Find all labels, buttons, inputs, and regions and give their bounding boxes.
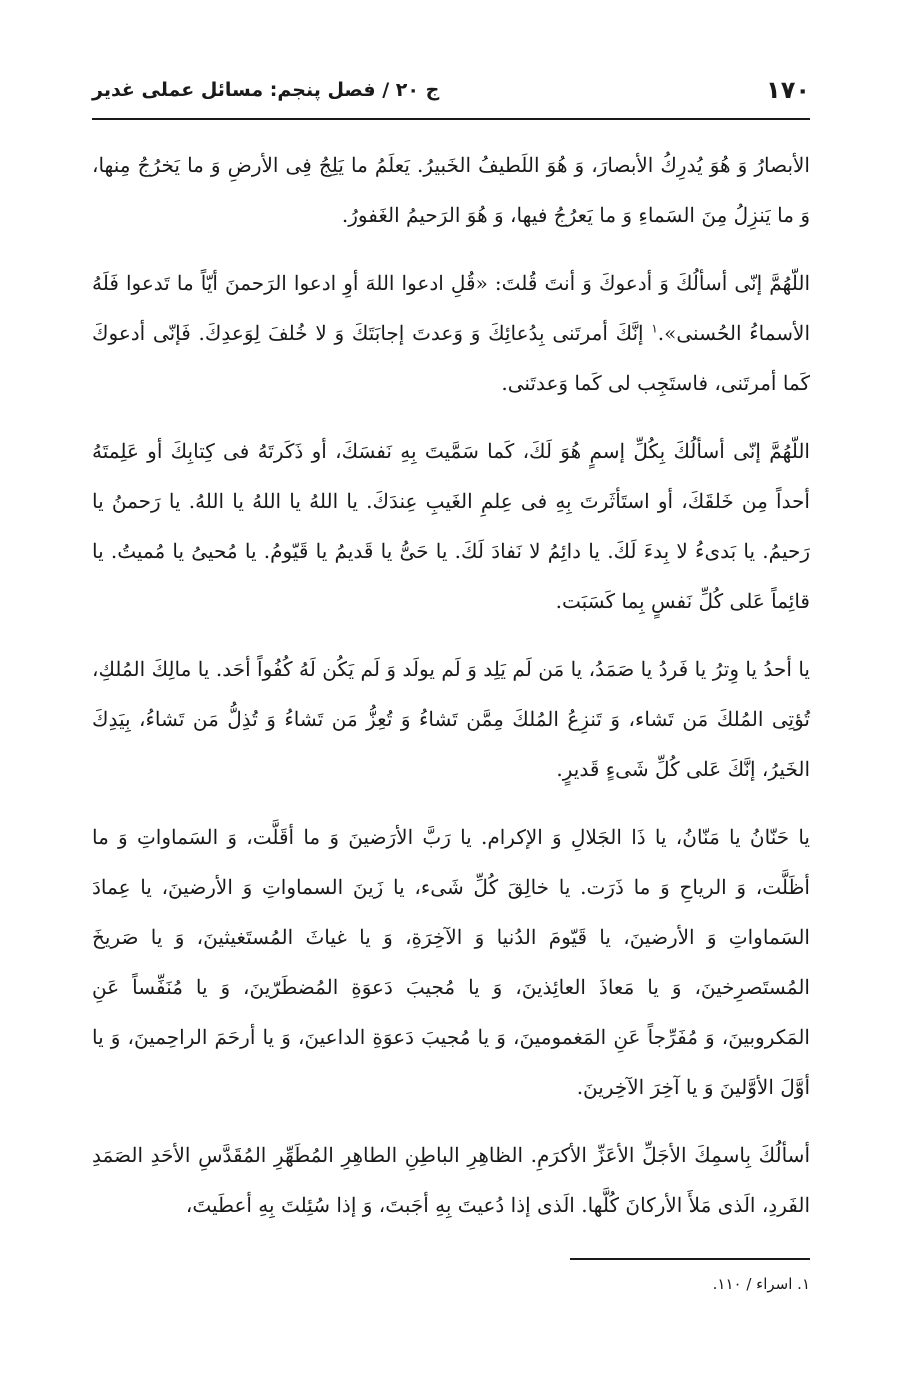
header-divider (92, 118, 810, 120)
paragraph-2 (92, 258, 810, 408)
paragraph-1: الأبصارُ وَ هُوَ يُدرِكُ الأبصارَ، وَ هُوَ اللَطيفُ الخَبيرُ. يَعلَمُ ما يَلِجُ فِى الأرضِ وَ ما يَخرُجُ مِنها، وَ ما يَنزِلُ مِنَ السَماءِ وَ ما يَعرُجُ فيها، وَ هُوَ الرَحيمُ الغَفورُ. (92, 153, 810, 227)
page-number: ۱۷۰ (766, 76, 810, 104)
paragraph-4: يا أحدُ يا وِترُ يا فَردُ يا صَمَدُ، يا مَن لَم يَلِد وَ لَم يولَد وَ لَم يَكُن لَهُ كُفُواً أحَد. يا مالِكَ المُلكِ، تُؤتِى المُلكَ مَن تَشاء، وَ تَنزِعُ المُلكَ مِمَّن تَشاءُ وَ تُعِزُّ مَن تَشاءُ وَ تُذِلُّ مَن تَشاءُ، بِيَدِكَ الخَيرُ، إنَّكَ عَلى كُلِّ شَىءٍ قَديرٍ. (92, 657, 810, 781)
footnote-divider (570, 1258, 810, 1260)
running-title: ج ۲۰ / فصل پنجم: مسائل عملی غدیر (92, 79, 440, 101)
page-header (92, 72, 810, 108)
paragraph-3: اللّهُمَّ إنّى أسألُكَ بِكُلِّ إسمٍ هُوَ لَكَ، كَما سَمَّيتَ بِهِ نَفسَكَ، أو ذَكَرتَهُ فى كِتابِكَ أو عَلِمتَهُ أحداً مِن خَلقَكَ، أو استَأثَرتَ بِهِ فى عِلمِ الغَيبِ عِندَكَ. يا اللهُ يا اللهُ يا اللهُ. يا رَحمنُ يا رَحيمُ. يا بَدىءُ لا بِدءَ لَكَ. يا دائِمُ لا نَفادَ لَكَ. يا حَىُّ يا قَديمُ يا قَيّومُ. يا مُحيىُ يا مُميتُ. يا قائِماً عَلى كُلِّ نَفسٍ بِما كَسَبَت. (92, 439, 810, 613)
footnote-reference[interactable]: ۱ (651, 321, 658, 336)
paragraph-2-part-1: اللّهُمَّ إنّى أسألُكَ وَ أدعوكَ وَ أنتَ قُلتَ: «قُلِ ادعوا اللهَ أوِ ادعوا الرَحمنَ أيّاً ما تَدعوا فَلَهُ الأسماءُ الحُسنى». (92, 271, 811, 345)
body-text (92, 140, 810, 1248)
paragraph-5: يا حَنّانُ يا مَنّانُ، يا ذَا الجَلالِ وَ الإكرام. يا رَبَّ الأرَضينَ وَ ما أقَلَّت، وَ السَماواتِ وَ ما أظَلَّت، وَ الرياحِ وَ ما ذَرَت. يا خالِقَ كُلِّ شَىء، يا زَينَ السماواتِ وَ الأرضينَ، يا عِمادَ السَماواتِ وَ الأرضينَ، يا قَيّومَ الدُنيا وَ الآخِرَةِ، وَ يا غياثَ المُستَغيثينَ، وَ يا صَريخَ المُستَصرِخينَ، وَ يا مَعاذَ العائِذينَ، وَ يا مُجيبَ دَعوَةِ المُضطَرّينَ، وَ يا مُنَفِّساً عَنِ المَكروبينَ، وَ مُفَرِّجاً عَنِ المَغمومينَ، وَ يا مُجيبَ دَعوَةِ الداعينَ، وَ يا أرحَمَ الراحِمينَ، وَ يا أوَّلَ الأوَّلينَ وَ يا آخِرَ الآخِرينَ. (92, 825, 810, 1099)
paragraph-2-part-2: إنَّكَ أمرتَنى بِدُعائِكَ وَ وَعدتَ إجابَتَكَ وَ لا خُلفَ لِوَعدِكَ. فَإنّى أدعوكَ كَما أمرتَنى، فاستَجِب لى كَما وَعدتَنى. (92, 321, 810, 395)
book-page (92, 0, 810, 1390)
paragraph-6: أسألُكَ بِاسمِكَ الأجَلِّ الأعَزِّ الأكرَمِ. الظاهِرِ الباطِنِ الطاهِرِ المُطَهِّرِ المُقَدَّسِ الأحَدِ الصَمَدِ الفَردِ، الَذى مَلأَ الأركانَ كُلَّها. الَذى إذا دُعيتَ بِهِ أجَبتَ، وَ إذا سُئِلتَ بِهِ أعطَيتَ، (92, 1143, 810, 1217)
footnote: ۱. اسراء / ۱۱۰. (712, 1275, 810, 1293)
